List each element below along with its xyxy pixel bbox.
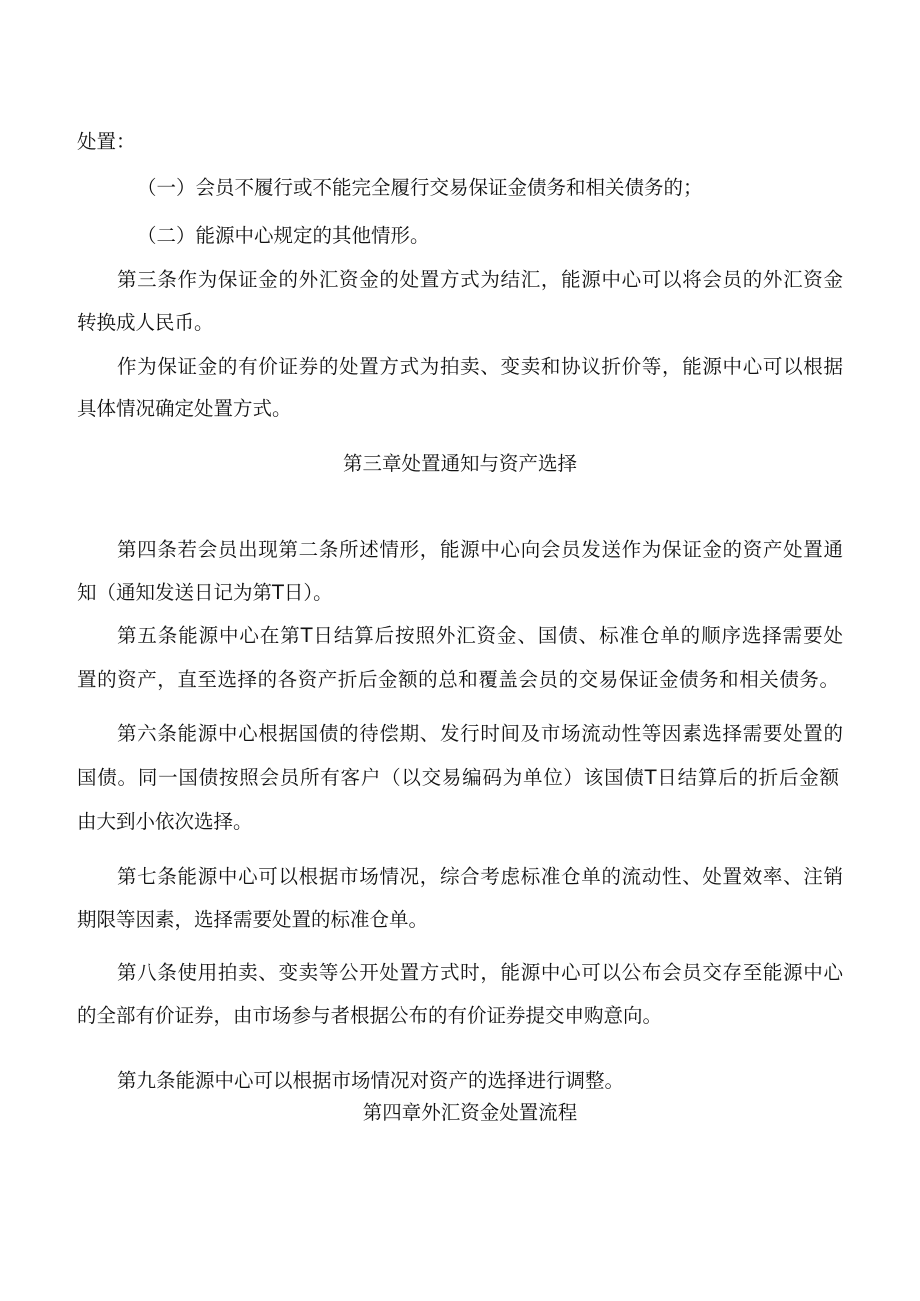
list-item: （二）能源中心规定的其他情形。: [137, 224, 430, 247]
list-item: （一）会员不履行或不能完全履行交易保证金债务和相关债务的；: [137, 176, 703, 199]
article-7-line-2: 期限等因素，选择需要处置的标准仓单。: [77, 908, 429, 931]
chapter-heading: 第三章处置通知与资产选择: [342, 452, 577, 475]
article-6-line-1: 第六条能源中心根据国债的待偿期、发行时间及市场流动性等因素选择需要处置的: [117, 722, 843, 745]
article-6-line-3: 由大到小依次选择。: [77, 810, 253, 833]
chapter-heading: 第四章外汇资金处置流程: [362, 1101, 578, 1124]
article-6-line-2: 国债。同一国债按照会员所有客户（以交易编码为单位）该国债T日结算后的折后金额: [77, 766, 839, 789]
article-4-line-1: 第四条若会员出现第二条所述情形，能源中心向会员发送作为保证金的资产处置通: [117, 538, 843, 561]
article-4-line-2: 知（通知发送日记为第T日）。: [77, 581, 333, 604]
article-8-line-1: 第八条使用拍卖、变卖等公开处置方式时，能源中心可以公布会员交存至能源中心: [117, 961, 843, 984]
article-3-line-2: 转换成人民币。: [77, 311, 214, 334]
article-7-line-1: 第七条能源中心可以根据市场情况，综合考虑标准仓单的流动性、处置效率、注销: [117, 865, 843, 888]
article-5-line-2: 置的资产，直至选择的各资产折后金额的总和覆盖会员的交易保证金债务和相关债务。: [77, 668, 839, 691]
article-5-line-1: 第五条能源中心在第T日结算后按照外汇资金、国债、标准仓单的顺序选择需要处: [117, 624, 843, 647]
paragraph-line: 处置：: [77, 130, 136, 153]
article-8-line-2: 的全部有价证券，由市场参与者根据公布的有价证券提交申购意向。: [77, 1004, 663, 1027]
article-3-line-1: 第三条作为保证金的外汇资金的处置方式为结汇，能源中心可以将会员的外汇资金: [117, 268, 843, 291]
paragraph-line: 具体情况确定处置方式。: [77, 397, 292, 420]
article-9-line-1: 第九条能源中心可以根据市场情况对资产的选择进行调整。: [117, 1069, 625, 1092]
paragraph-line: 作为保证金的有价证券的处置方式为拍卖、变卖和协议折价等，能源中心可以根据: [117, 355, 843, 378]
